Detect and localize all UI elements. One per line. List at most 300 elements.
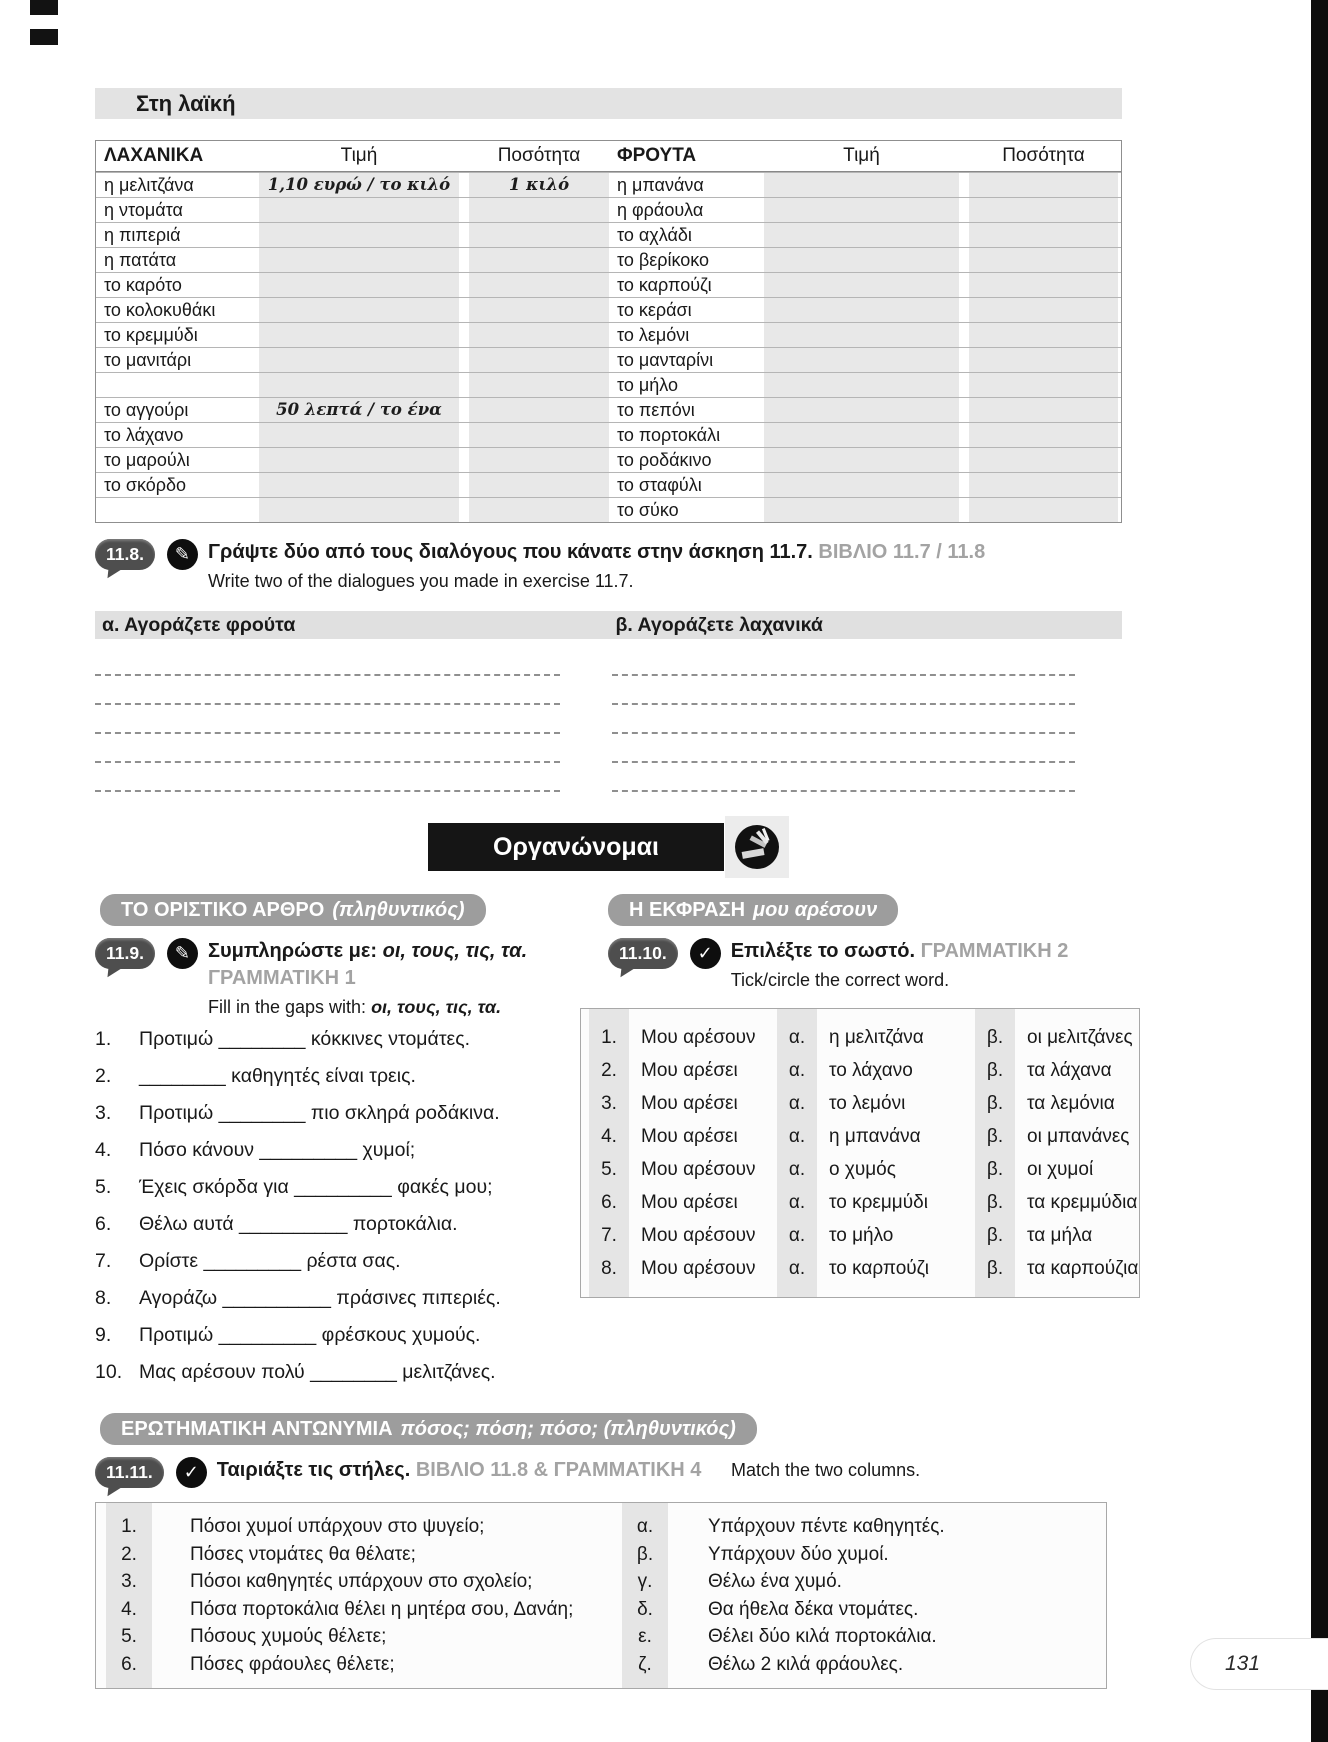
option-a-letter: α.	[788, 1126, 806, 1147]
match-answer-row[interactable]	[622, 1651, 1106, 1679]
veg-name-cell	[96, 498, 259, 522]
answer-text: Θα ήθελα δέκα ντομάτες.	[708, 1598, 919, 1620]
option-b[interactable]: τα μήλα	[1027, 1225, 1093, 1246]
market-row	[96, 222, 1121, 247]
qty-column-header: Ποσότητα	[1002, 145, 1085, 166]
market-row	[96, 347, 1121, 372]
item-text: Μας αρέσουν πολύ ________ μελιτζάνες.	[139, 1361, 496, 1383]
book-reference: ΒΙΒΛΙΟ 11.7 / 11.8	[818, 541, 986, 563]
veg-qty-cell[interactable]	[469, 448, 609, 472]
price-column-header: Τιμή	[340, 145, 378, 166]
exercise-number-badge	[95, 1457, 164, 1488]
fill-gap-item[interactable]	[95, 1354, 578, 1391]
item-number: 10.	[95, 1361, 123, 1383]
exercise-number-badge	[95, 539, 155, 570]
question-text: Πόσους χυμούς θέλετε;	[190, 1626, 387, 1647]
fruit-name-cell: το σταφύλι	[617, 475, 702, 495]
option-b-letter: β.	[986, 1258, 1004, 1279]
fill-gap-item[interactable]	[95, 1095, 578, 1132]
option-a-letter: α.	[788, 1093, 806, 1114]
item-text: Αγοράζω __________ πράσινες πιπεριές.	[139, 1287, 501, 1309]
section-label-italic: μου αρέσουν	[753, 899, 878, 921]
veg-qty-cell[interactable]	[469, 273, 609, 297]
fruit-name-cell: το ροδάκινο	[617, 450, 712, 470]
fill-gap-item[interactable]	[95, 1058, 578, 1095]
fruit-price-cell[interactable]	[764, 248, 959, 272]
item-text: ________ καθηγητές είναι τρεις.	[139, 1065, 416, 1087]
match-answer-row[interactable]	[622, 1623, 1106, 1651]
section-pill-definite-article	[100, 894, 486, 926]
option-a[interactable]: το καρπούζι	[829, 1258, 929, 1279]
page-number: 131	[1225, 1652, 1261, 1675]
veg-qty-cell[interactable]	[469, 323, 609, 347]
veg-name-cell	[96, 373, 259, 397]
fruit-price-cell[interactable]	[764, 323, 959, 347]
question-number: 5.	[121, 1626, 137, 1647]
dialogue-answer-area	[95, 647, 1122, 792]
verb-phrase: Μου αρέσει	[641, 1192, 738, 1213]
verb-phrase: Μου αρέσουν	[641, 1027, 756, 1048]
option-b[interactable]: οι μπανάνες	[1027, 1126, 1130, 1147]
expression-column	[578, 894, 1140, 1391]
exercise-number: 11.11.	[106, 1462, 153, 1482]
instruction-greek: Γράψτε δύο από τους διαλόγους που κάνατε στην άσκηση 11.7.	[207, 541, 813, 563]
fruit-name-cell: το βερίκοκο	[617, 250, 710, 270]
fruit-qty-cell[interactable]	[969, 223, 1118, 247]
option-a-letter: α.	[788, 1258, 806, 1279]
item-number: 7.	[95, 1250, 112, 1272]
option-a[interactable]: το μήλο	[829, 1225, 894, 1246]
verb-phrase: Μου αρέσει	[641, 1126, 738, 1147]
fill-gap-item[interactable]	[95, 1243, 578, 1280]
fruit-price-cell[interactable]	[764, 348, 959, 372]
answer-letter: β.	[636, 1543, 654, 1565]
dialogue-b-header	[609, 611, 1123, 639]
answer-line[interactable]	[95, 734, 560, 763]
option-b-letter: β.	[986, 1159, 1004, 1180]
veg-price-cell[interactable]	[259, 348, 459, 372]
fruit-qty-cell[interactable]	[969, 498, 1118, 522]
market-row	[96, 322, 1121, 347]
veg-price-cell[interactable]: 50 λεπτά / το ένα	[259, 398, 459, 422]
item-text: Πόσο κάνουν _________ χυμοί;	[139, 1139, 416, 1161]
row-number: 8.	[601, 1258, 617, 1279]
fruit-price-cell[interactable]	[764, 398, 959, 422]
section-pill-expression	[608, 894, 898, 926]
fruit-price-cell[interactable]	[764, 473, 959, 497]
match-answer-row[interactable]	[622, 1541, 1106, 1569]
verb-phrase: Μου αρέσουν	[641, 1225, 756, 1246]
veg-price-cell[interactable]	[259, 448, 459, 472]
choice-row	[589, 1219, 1139, 1252]
question-text: Πόσα πορτοκάλια θέλει η μητέρα σου, Δανάη;	[190, 1598, 574, 1620]
fruit-name-cell: το πεπόνι	[617, 400, 695, 420]
item-text: Προτιμώ ________ πιο σκληρά ροδάκινα.	[139, 1102, 500, 1124]
option-a[interactable]: η μπανάνα	[829, 1126, 921, 1147]
fruit-qty-cell[interactable]	[969, 248, 1118, 272]
item-text: Προτιμώ ________ κόκκινες ντομάτες.	[139, 1028, 471, 1050]
fill-gap-item[interactable]	[95, 1021, 578, 1058]
answer-line[interactable]	[612, 676, 1075, 705]
veg-price-cell[interactable]	[259, 248, 459, 272]
veg-name-cell: το μανιτάρι	[104, 350, 192, 370]
veg-qty-cell[interactable]	[469, 223, 609, 247]
option-b[interactable]: τα καρπούζια	[1027, 1258, 1139, 1279]
choice-row	[589, 1120, 1139, 1153]
choice-row	[589, 1087, 1139, 1120]
veg-name-cell: το κρεμμύδι	[104, 325, 198, 345]
item-number: 8.	[95, 1287, 112, 1309]
fill-gap-item[interactable]	[95, 1132, 578, 1169]
answer-letter: δ.	[637, 1598, 653, 1620]
book-reference: ΒΙΒΛΙΟ 11.8 & ΓΡΑΜΜΑΤΙΚΗ 4	[415, 1459, 702, 1481]
match-question-row[interactable]	[106, 1568, 622, 1596]
fruit-qty-cell[interactable]	[969, 448, 1118, 472]
crop-mark	[30, 0, 58, 15]
option-b-letter: β.	[986, 1060, 1004, 1081]
fruit-name-cell: η φράουλα	[617, 200, 704, 220]
veg-name-cell: το μαρούλι	[104, 450, 190, 470]
veg-qty-cell[interactable]	[469, 298, 609, 322]
answer-letter: α.	[636, 1516, 654, 1537]
fruit-qty-cell[interactable]	[969, 373, 1118, 397]
veg-qty-cell[interactable]	[469, 398, 609, 422]
answer-letter: ζ.	[638, 1653, 652, 1675]
item-number: 6.	[95, 1213, 112, 1235]
option-b[interactable]: τα λάχανα	[1027, 1060, 1112, 1081]
answer-text: Υπάρχουν πέντε καθηγητές.	[708, 1516, 945, 1537]
exercise-number-badge	[95, 938, 155, 969]
market-row	[96, 172, 1121, 197]
question-number: 6.	[121, 1653, 137, 1675]
veg-column-header: ΛΑΧΑΝΙΚΑ	[104, 145, 204, 166]
question-text: Πόσες ντομάτες θα θέλατε;	[190, 1543, 416, 1565]
exercise-number-badge	[608, 938, 678, 969]
veg-name-cell: η πατάτα	[104, 250, 177, 270]
instruction-greek: Επιλέξτε το σωστό.	[730, 940, 916, 962]
fruit-name-cell: το αχλάδι	[617, 225, 692, 245]
row-number: 5.	[601, 1159, 617, 1180]
answer-line[interactable]	[95, 647, 560, 676]
row-number: 4.	[601, 1126, 617, 1147]
match-question-row[interactable]	[106, 1596, 622, 1624]
match-question-row[interactable]	[106, 1541, 622, 1569]
match-question-row[interactable]	[106, 1623, 622, 1651]
definite-article-column	[95, 894, 578, 1391]
fruit-name-cell: το πορτοκάλι	[617, 425, 721, 445]
grammar-reference: ΓΡΑΜΜΑΤΙΚΗ 2	[920, 940, 1069, 962]
market-row	[96, 472, 1121, 497]
veg-price-cell[interactable]	[259, 473, 459, 497]
instruction-english: Match the two columns.	[731, 1460, 921, 1480]
item-number: 5.	[95, 1176, 112, 1198]
match-answer-row[interactable]	[622, 1513, 1106, 1541]
row-number: 6.	[601, 1192, 617, 1213]
option-b-letter: β.	[986, 1027, 1004, 1048]
item-number: 1.	[95, 1028, 112, 1050]
books-icon-graphic	[734, 824, 780, 870]
section-label: ΤΟ ΟΡΙΣΤΙΚΟ ΑΡΘΡΟ	[121, 899, 325, 921]
verb-phrase: Μου αρέσει	[641, 1060, 738, 1081]
fruit-name-cell: το μήλο	[617, 375, 678, 395]
option-b-letter: β.	[986, 1192, 1004, 1213]
veg-name-cell: το λάχανο	[104, 425, 184, 445]
market-row	[96, 447, 1121, 472]
veg-qty-cell[interactable]	[469, 248, 609, 272]
option-a-letter: α.	[788, 1159, 806, 1180]
fruit-qty-cell[interactable]	[969, 273, 1118, 297]
answer-text: Θέλει δύο κιλά πορτοκάλια.	[708, 1626, 937, 1647]
veg-qty-cell[interactable]	[469, 498, 609, 522]
instruction-greek: Συμπληρώστε με:	[207, 940, 378, 962]
veg-qty-cell[interactable]	[469, 423, 609, 447]
books-icon	[725, 816, 789, 878]
fruit-name-cell: το κεράσι	[617, 300, 692, 320]
instruction-greek: Ταιριάξτε τις στήλες.	[216, 1459, 411, 1481]
option-a-letter: α.	[788, 1225, 806, 1246]
market-row	[96, 297, 1121, 322]
instruction-options: οι, τους, τις, τα.	[382, 940, 528, 962]
fruit-price-cell[interactable]	[764, 498, 959, 522]
pencil-icon: ✎	[167, 539, 198, 570]
answer-line[interactable]	[612, 705, 1075, 734]
fill-gap-item[interactable]	[95, 1169, 578, 1206]
answer-text: Υπάρχουν δύο χυμοί.	[708, 1543, 889, 1565]
fruit-price-cell[interactable]	[764, 423, 959, 447]
veg-name-cell: η μελιτζάνα	[104, 175, 194, 195]
lesson-header: Στη λαϊκή	[95, 88, 1122, 119]
section-label-italic: πόσος; πόση; πόσο; (πληθυντικός)	[400, 1418, 736, 1440]
instruction-english: Tick/circle the correct word.	[730, 970, 950, 990]
grammar-reference: ΓΡΑΜΜΑΤΙΚΗ 1	[207, 967, 356, 989]
market-row	[96, 497, 1121, 522]
dialogue-headers-band	[95, 611, 1122, 639]
market-row	[96, 422, 1121, 447]
check-icon: ✓	[176, 1457, 207, 1488]
item-number: 4.	[95, 1139, 112, 1161]
veg-qty-cell[interactable]	[469, 348, 609, 372]
veg-qty-cell[interactable]	[469, 373, 609, 397]
fruit-column-header: ΦΡΟΥΤΑ	[617, 145, 697, 166]
item-text: Έχεις σκόρδα για _________ φακές μου;	[139, 1176, 493, 1198]
check-icon: ✓	[690, 938, 721, 969]
question-number: 3.	[121, 1571, 137, 1592]
fill-gap-item[interactable]	[95, 1280, 578, 1317]
fruit-qty-cell[interactable]	[969, 173, 1118, 197]
answer-letter: ε.	[638, 1626, 652, 1647]
answer-line[interactable]	[95, 763, 560, 792]
question-text: Πόσοι χυμοί υπάρχουν στο ψυγείο;	[190, 1516, 485, 1537]
veg-price-cell[interactable]: 1,10 ευρώ / το κιλό	[259, 173, 459, 197]
page-edge-strip	[1311, 0, 1328, 1742]
fruit-qty-cell[interactable]	[969, 473, 1118, 497]
option-b[interactable]: τα λεμόνια	[1027, 1093, 1115, 1114]
answer-line[interactable]	[612, 647, 1075, 676]
fruit-price-cell[interactable]	[764, 298, 959, 322]
row-number: 2.	[601, 1060, 617, 1081]
option-a[interactable]: ο χυμός	[829, 1159, 896, 1180]
veg-qty-cell[interactable]: 1 κιλό	[469, 173, 609, 197]
market-row	[96, 372, 1121, 397]
option-a[interactable]: η μελιτζάνα	[829, 1027, 924, 1048]
fruit-price-cell[interactable]	[764, 373, 959, 397]
exercise-11-8	[95, 539, 1122, 595]
veg-qty-cell[interactable]	[469, 198, 609, 222]
fruit-name-cell: το λεμόνι	[617, 325, 690, 345]
veg-price-cell[interactable]	[259, 273, 459, 297]
market-row	[96, 397, 1121, 422]
fruit-price-cell[interactable]	[764, 223, 959, 247]
veg-qty-cell[interactable]	[469, 473, 609, 497]
market-row	[96, 197, 1121, 222]
fill-gap-item[interactable]	[95, 1317, 578, 1354]
veg-name-cell: το κολοκυθάκι	[104, 300, 216, 320]
item-number: 9.	[95, 1324, 112, 1346]
fruit-price-cell[interactable]	[764, 198, 959, 222]
section-pill-interrogative	[100, 1413, 757, 1445]
veg-price-cell[interactable]	[259, 198, 459, 222]
answer-text: Θέλω 2 κιλά φράουλες.	[708, 1653, 904, 1675]
exercise-11-11	[95, 1457, 1122, 1488]
option-b[interactable]: τα κρεμμύδια	[1027, 1192, 1138, 1213]
option-b-letter: β.	[986, 1126, 1004, 1147]
dialogue-a-letter: α.	[102, 614, 120, 636]
veg-name-cell: το σκόρδο	[104, 475, 187, 495]
organize-banner-row	[95, 816, 1122, 878]
crop-mark	[30, 29, 58, 45]
veg-price-cell[interactable]	[259, 323, 459, 347]
fruit-name-cell: το καρπούζι	[617, 275, 712, 295]
dialogue-a-lines	[95, 647, 560, 792]
instruction-english: Write two of the dialogues you made in exercise 11.7.	[207, 571, 634, 591]
dialogue-b-letter: β.	[615, 614, 633, 636]
option-b-letter: β.	[986, 1093, 1004, 1114]
page-number-tab	[1190, 1638, 1328, 1690]
fruit-qty-cell[interactable]	[969, 348, 1118, 372]
option-a-letter: α.	[788, 1027, 806, 1048]
fruit-qty-cell[interactable]	[969, 198, 1118, 222]
fruit-price-cell[interactable]	[764, 448, 959, 472]
qty-column-header: Ποσότητα	[497, 145, 581, 166]
option-b[interactable]: οι μελιτζάνες	[1027, 1027, 1133, 1048]
match-answer-row[interactable]	[622, 1596, 1106, 1624]
answer-letter: γ.	[637, 1571, 653, 1592]
market-header-row	[96, 141, 1121, 172]
instruction-english: Fill in the gaps with:	[207, 997, 367, 1017]
question-text: Πόσοι καθηγητές υπάρχουν στο σχολείο;	[190, 1571, 533, 1592]
exercise-number: 11.8.	[106, 544, 144, 564]
veg-price-cell[interactable]	[259, 298, 459, 322]
market-row	[96, 247, 1121, 272]
dialogue-b-title: Αγοράζετε λαχανικά	[637, 614, 823, 636]
match-question-row[interactable]	[106, 1651, 622, 1679]
answer-line[interactable]	[95, 705, 560, 734]
fruit-price-cell[interactable]	[764, 273, 959, 297]
option-a[interactable]: το κρεμμύδι	[829, 1192, 928, 1213]
veg-price-cell[interactable]	[259, 373, 459, 397]
dialogue-a-header	[95, 611, 609, 639]
dialogue-a-title: Αγοράζετε φρούτα	[124, 614, 296, 636]
row-number: 1.	[601, 1027, 617, 1048]
pencil-icon: ✎	[167, 938, 198, 969]
matching-table	[95, 1502, 1107, 1689]
item-text: Θέλω αυτά __________ πορτοκάλια.	[139, 1213, 458, 1235]
fruit-qty-cell[interactable]	[969, 423, 1118, 447]
fruit-name-cell: το σύκο	[617, 500, 679, 520]
answer-line[interactable]	[612, 734, 1075, 763]
option-a-letter: α.	[788, 1192, 806, 1213]
exercise-number: 11.10.	[619, 943, 667, 963]
fruit-qty-cell[interactable]	[969, 298, 1118, 322]
verb-phrase: Μου αρέσουν	[641, 1159, 756, 1180]
choice-table	[580, 1008, 1140, 1298]
answer-text: Θέλω ένα χυμό.	[708, 1571, 842, 1592]
answer-line[interactable]	[612, 763, 1075, 792]
question-text: Πόσες φράουλες θέλετε;	[190, 1653, 395, 1675]
fruit-qty-cell[interactable]	[969, 323, 1118, 347]
price-column-header: Τιμή	[843, 145, 880, 166]
row-number: 3.	[601, 1093, 617, 1114]
exercise-11-9	[95, 938, 578, 1021]
section-label: Η ΕΚΦΡΑΣΗ	[629, 899, 746, 921]
match-question-row[interactable]	[106, 1513, 622, 1541]
choice-row	[589, 1153, 1139, 1186]
dialogue-b-lines	[612, 647, 1075, 792]
fruit-name-cell: η μπανάνα	[617, 175, 704, 195]
choice-row	[589, 1021, 1139, 1054]
organize-banner: Οργανώνομαι	[428, 823, 724, 871]
fruit-name-cell: το μανταρίνι	[617, 350, 714, 370]
option-b[interactable]: οι χυμοί	[1027, 1159, 1094, 1180]
choice-row	[589, 1186, 1139, 1219]
fruit-qty-cell[interactable]	[969, 398, 1118, 422]
item-number: 3.	[95, 1102, 112, 1124]
veg-name-cell: η πιπεριά	[104, 225, 181, 245]
veg-price-cell[interactable]	[259, 223, 459, 247]
row-number: 7.	[601, 1225, 617, 1246]
veg-name-cell: το αγγούρι	[104, 400, 189, 420]
fruit-price-cell[interactable]	[764, 173, 959, 197]
market-price-table	[95, 140, 1122, 523]
option-a[interactable]: το λεμόνι	[829, 1093, 906, 1114]
exercise-11-10	[608, 938, 1140, 994]
choice-row	[589, 1054, 1139, 1087]
question-number: 2.	[121, 1543, 137, 1565]
option-a-letter: α.	[788, 1060, 806, 1081]
item-text: Προτιμώ _________ φρέσκους χυμούς.	[139, 1324, 481, 1346]
match-answer-row[interactable]	[622, 1568, 1106, 1596]
veg-name-cell: η ντομάτα	[104, 200, 183, 220]
veg-price-cell[interactable]	[259, 423, 459, 447]
question-number: 1.	[121, 1516, 137, 1537]
item-number: 2.	[95, 1065, 112, 1087]
verb-phrase: Μου αρέσει	[641, 1093, 738, 1114]
fill-gap-item[interactable]	[95, 1206, 578, 1243]
exercise-number: 11.9.	[106, 943, 144, 963]
veg-name-cell: το καρότο	[104, 275, 182, 295]
market-row	[96, 272, 1121, 297]
section-label-italic: (πληθυντικός)	[332, 899, 465, 921]
option-b-letter: β.	[986, 1225, 1004, 1246]
instruction-english-options: οι, τους, τις, τα.	[371, 997, 502, 1017]
option-a[interactable]: το λάχανο	[829, 1060, 913, 1081]
item-text: Ορίστε _________ ρέστα σας.	[139, 1250, 401, 1272]
choice-row	[589, 1252, 1139, 1285]
question-number: 4.	[121, 1598, 137, 1620]
answer-line[interactable]	[95, 676, 560, 705]
section-label: ΕΡΩΤΗΜΑΤΙΚΗ ΑΝΤΩΝΥΜΙΑ	[121, 1418, 393, 1440]
veg-price-cell[interactable]	[259, 498, 459, 522]
